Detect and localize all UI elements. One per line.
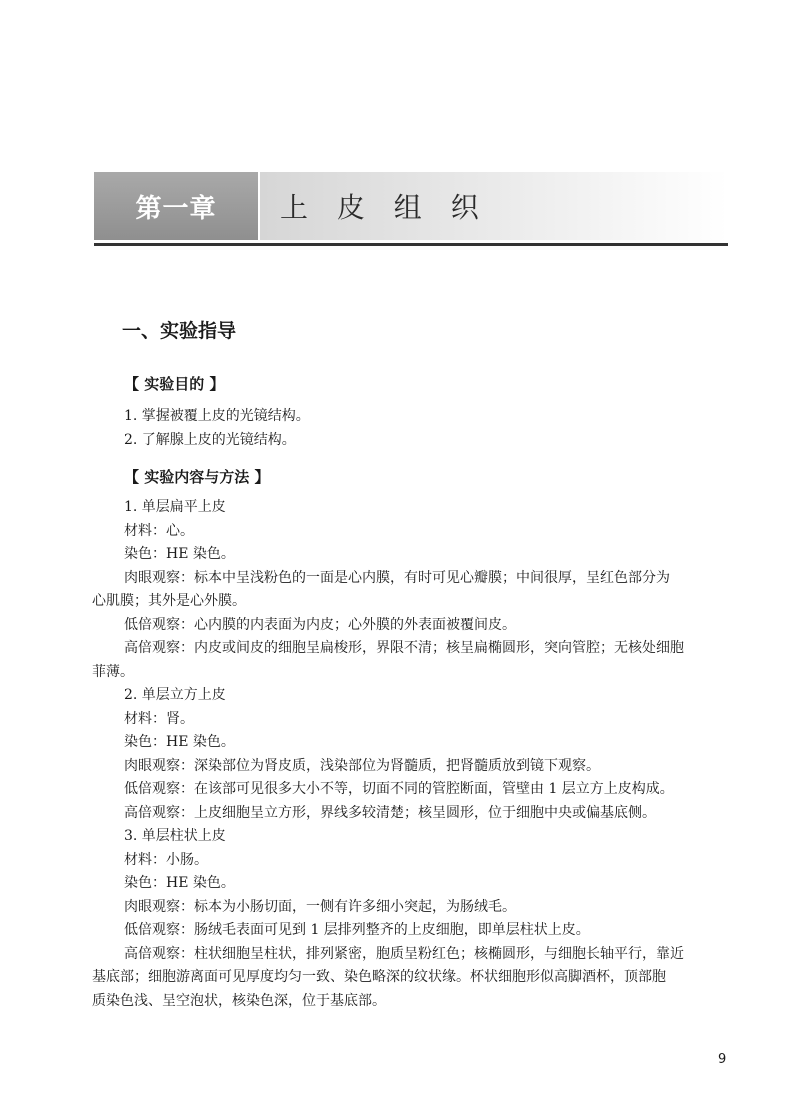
- text-line: 肉眼观察：标本为小肠切面，一侧有许多细小突起，为肠绒毛。: [124, 898, 516, 915]
- objectives-list: [92, 405, 732, 452]
- section-heading: 一、实验指导: [122, 320, 237, 342]
- text-line: 高倍观察：上皮细胞呈立方形，界线多较清楚；核呈圆形，位于细胞中央或偏基底侧。: [124, 804, 656, 821]
- objectives-heading: 【 实验目的 】: [124, 375, 225, 393]
- text-line: 材料：肾。: [124, 710, 194, 727]
- text-line: 染色：HE 染色。: [124, 546, 235, 562]
- methods-heading: 【 实验内容与方法 】: [124, 468, 270, 486]
- chapter-number: 第一章: [94, 172, 258, 240]
- page-number: 9: [718, 1052, 727, 1067]
- chapter-divider: [94, 243, 728, 246]
- text-line: 2. 单层立方上皮: [124, 687, 226, 703]
- text-line: 材料：心。: [124, 522, 194, 539]
- objective-item: 1. 掌握被覆上皮的光镜结构。: [124, 408, 310, 424]
- methods-body: [92, 496, 732, 1013]
- text-line: 低倍观察：在该部可见很多大小不等，切面不同的管腔断面，管壁由 1 层立方上皮构成。: [124, 781, 674, 797]
- text-line: 染色：HE 染色。: [124, 875, 235, 891]
- text-line: 质染色浅、呈空泡状，核染色深，位于基底部。: [92, 992, 386, 1009]
- text-line: 肉眼观察：深染部位为肾皮质，浅染部位为肾髓质，把肾髓质放到镜下观察。: [124, 757, 600, 774]
- text-line: 低倍观察：心内膜的内表面为内皮；心外膜的外表面被覆间皮。: [124, 616, 516, 633]
- chapter-banner: [94, 172, 728, 240]
- text-line: 3. 单层柱状上皮: [124, 828, 226, 844]
- text-line: 肉眼观察：标本中呈浅粉色的一面是心内膜，有时可见心瓣膜；中间很厚，呈红色部分为: [124, 569, 670, 586]
- chapter-title-container: [260, 172, 728, 240]
- text-line: 低倍观察：肠绒毛表面可见到 1 层排列整齐的上皮细胞，即单层柱状上皮。: [124, 922, 590, 938]
- text-line: 染色：HE 染色。: [124, 734, 235, 750]
- text-line: 菲薄。: [92, 663, 134, 680]
- text-line: 1. 单层扁平上皮: [124, 499, 226, 515]
- objective-item: 2. 了解腺上皮的光镜结构。: [124, 431, 296, 448]
- text-line: 心肌膜；其外是心外膜。: [92, 593, 246, 609]
- text-line: 材料：小肠。: [124, 851, 208, 868]
- chapter-title: 上 皮 组 织: [280, 191, 489, 224]
- text-line: 高倍观察：内皮或间皮的细胞呈扁梭形，界限不清；核呈扁椭圆形，突向管腔；无核处细胞: [124, 640, 684, 656]
- text-line: 基底部；细胞游离面可见厚度均匀一致、染色略深的纹状缘。杯状细胞形似高脚酒杯，顶部胞: [92, 969, 666, 985]
- text-line: 高倍观察：柱状细胞呈柱状，排列紧密，胞质呈粉红色；核椭圆形，与细胞长轴平行，靠近: [124, 945, 684, 962]
